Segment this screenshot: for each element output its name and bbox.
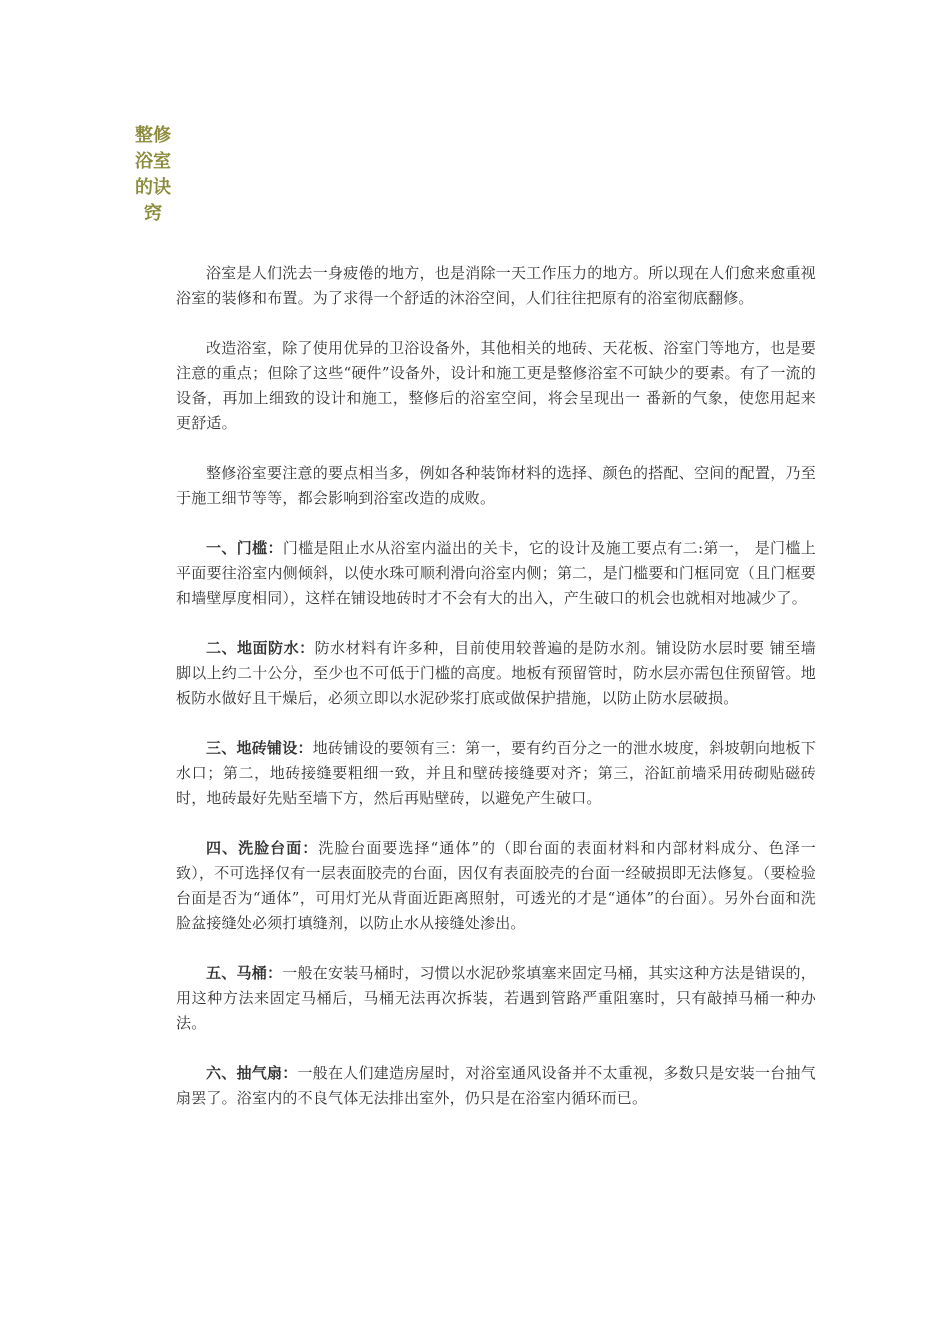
floor-tile-section bbox=[176, 736, 816, 811]
section-heading: 四、洗脸台面： bbox=[206, 839, 319, 857]
renovation-paragraph bbox=[176, 336, 816, 436]
paragraph-text: 门槛是阻止水从浴室内溢出的关卡，它的设计及施工要点有二:第一， 是门槛上平面要往浴室内侧倾斜，以使水珠可顺利滑向浴室内侧；第二，是门槛要和门框同宽（且门框要和墙壁厚度相同），这样在铺设地砖时才不会有大的出入，产生破口的机会也就相对地减少了。 bbox=[176, 539, 816, 607]
title-line: 的诀 bbox=[135, 177, 171, 198]
paragraph-text: 一般在人们建造房屋时，对浴室通风设备并不太重视，多数只是安装一台抽气扇罢了。浴室内的不良气体无法排出室外，仍只是在浴室内循环而已。 bbox=[176, 1064, 816, 1107]
section-heading: 二、地面防水： bbox=[206, 639, 315, 657]
title-line: 整修 bbox=[135, 125, 171, 146]
paragraph-text: 洗脸台面要选择“通体”的（即台面的表面材料和内部材料成分、色泽一致），不可选择仅有一层表面胶壳的台面，因仅有表面胶壳的台面一经破损即无法修复。（要检验台面是否为“通体”，可用灯光从背面近距离照射，可透光的才是“通体”的台面）。另外台面和洗脸盆接缝处必须打填缝剂，以防止水从接缝处渗出。 bbox=[176, 839, 816, 932]
section-heading: 一、门槛： bbox=[206, 539, 283, 557]
section-heading: 五、马桶： bbox=[206, 964, 283, 982]
paragraph-text: 地砖铺设的要领有三：第一，要有约百分之一的泄水坡度，斜坡朝向地板下水口；第二，地砖接缝要粗细一致，并且和壁砖接缝要对齐；第三，浴缸前墙采用砖砌贴磁砖时，地砖最好先贴至墙下方，然后再贴壁砖，以避免产生破口。 bbox=[176, 739, 816, 807]
paragraph-text: 一般在安装马桶时，习惯以水泥砂浆填塞来固定马桶，其实这种方法是错误的，用这种方法来固定马桶后，马桶无法再次拆装，若遇到管路严重阻塞时，只有敲掉马桶一种办法。 bbox=[176, 964, 816, 1032]
article-body bbox=[176, 261, 816, 1136]
waterproofing-section bbox=[176, 636, 816, 711]
title-line: 浴室 bbox=[135, 151, 171, 172]
paragraph-text: 改造浴室，除了使用优异的卫浴设备外，其他相关的地砖、天花板、浴室门等地方，也是要注意的重点；但除了这些“硬件”设备外，设计和施工更是整修浴室不可缺少的要素。有了一流的设备，再加上细致的设计和施工，整修后的浴室空间，将会呈现出一 番新的气象，使您用起来更舒适。 bbox=[176, 339, 816, 432]
toilet-section bbox=[176, 961, 816, 1036]
paragraph-text: 整修浴室要注意的要点相当多，例如各种装饰材料的选择、颜色的搭配、空间的配置，乃至于施工细节等等，都会影响到浴室改造的成败。 bbox=[176, 464, 816, 507]
section-heading: 三、地砖铺设： bbox=[206, 739, 313, 757]
paragraph-text: 浴室是人们洗去一身疲倦的地方，也是消除一天工作压力的地方。所以现在人们愈来愈重视浴室的装修和布置。为了求得一个舒适的沐浴空间，人们往往把原有的浴室彻底翻修。 bbox=[176, 264, 816, 307]
exhaust-fan-section bbox=[176, 1061, 816, 1111]
page-title bbox=[128, 123, 178, 227]
title-line: 窍 bbox=[144, 203, 162, 224]
intro-paragraph bbox=[176, 261, 816, 311]
section-heading: 六、抽气扇： bbox=[206, 1064, 298, 1082]
threshold-section bbox=[176, 536, 816, 611]
paragraph-text: 防水材料有许多种，目前使用较普遍的是防水剂。铺设防水层时要 铺至墙脚以上约二十公分，至少也不可低于门槛的高度。地板有预留管时，防水层亦需包住预留管。地板防水做好且干燥后，必须立即以水泥砂浆打底或做保护措施，以防止防水层破损。 bbox=[176, 639, 817, 707]
vanity-top-section bbox=[176, 836, 816, 936]
key-points-paragraph bbox=[176, 461, 816, 511]
